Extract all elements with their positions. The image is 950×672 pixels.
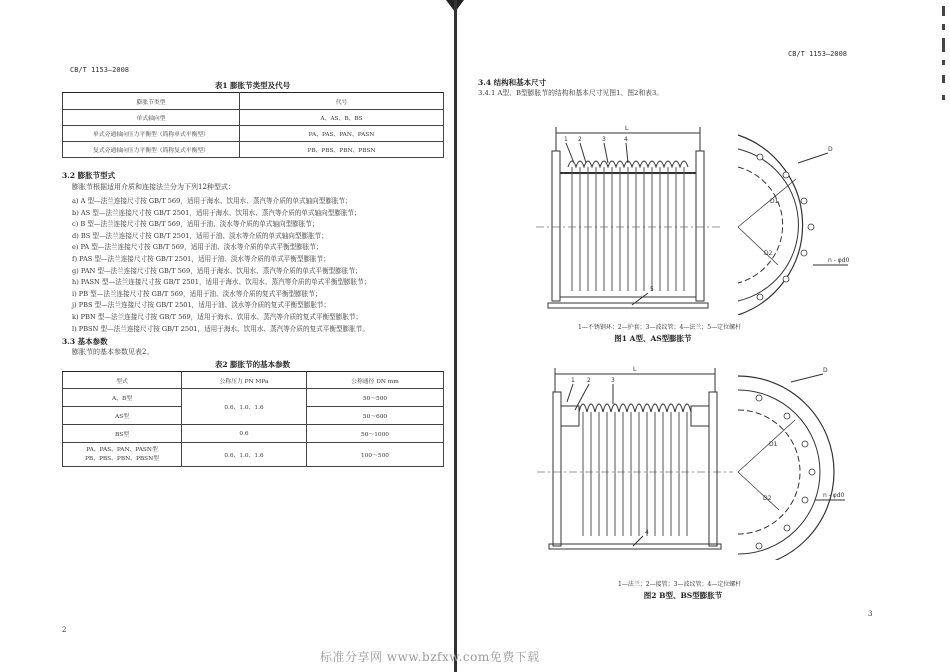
table-row	[63, 126, 444, 142]
watermark: 标准分享网 www.bzfxw.com免费下载	[320, 650, 540, 664]
left-page	[0, 0, 455, 672]
table1-header-type: 膨胀节类型	[63, 93, 240, 110]
list-item: k) PBN 型—法兰连接尺寸按 GB/T 569，适用于海水、饮用水、蒸汽等介质的复式平衡型膨胀节；	[72, 313, 363, 321]
fig1-callout-1: 1	[564, 136, 568, 143]
fig2-callout-4: 4	[645, 529, 649, 536]
table2-cell-type: PA、PAS、PAN、PASN型 PB、PBS、PBN、PBSN型	[63, 443, 182, 467]
table1-cell-type: 单式轴向型	[63, 110, 240, 126]
fig1-dim-D2: D2	[764, 250, 773, 257]
table2-cell-dn: 50～600	[307, 407, 444, 425]
figure2-legend: 1—法兰；2—接管；3—波纹管；4—定位螺杆	[618, 581, 742, 588]
table2-cell-dn: 50～1000	[307, 425, 444, 443]
fig1-dim-L: L	[625, 125, 629, 132]
section-3-3-title: 3.3 基本参数	[62, 337, 108, 346]
figure2-drawing	[533, 360, 913, 560]
page-edge-marks	[938, 0, 950, 672]
section-3-3-intro: 膨胀节的基本参数见表2。	[72, 348, 154, 356]
table2-cell-dn: 50～500	[307, 389, 444, 407]
list-item: e) PA 型—法兰连接尺寸按 GB/T 569，适用于油、淡水等介质的单式平衡型膨胀节；	[72, 243, 323, 252]
right-page-number: 3	[868, 610, 873, 618]
figure2-caption: 图2 B型、BS型膨胀节	[643, 591, 723, 600]
list-item: j) PBS 型—法兰连接尺寸按 GB/T 2501，适用于油、淡水等介质的复式平衡型膨胀节；	[72, 301, 331, 310]
table2-cell-pn: 0.6、1.0、1.6	[182, 389, 307, 425]
list-item: l) PBSN 型—法兰连接尺寸按 GB/T 2501，适用于海水、饮用水、蒸汽等介质的复式平衡型膨胀节。	[72, 324, 369, 333]
fig1-callout-4: 4	[624, 136, 628, 143]
table1-cell-code: PA、PAS、PAN、PASN	[240, 126, 444, 142]
list-item: a) A 型—法兰连接尺寸按 GB/T 569，适用于海水、饮用水、蒸汽等介质的单式轴向型膨胀节；	[72, 197, 352, 205]
table2-cell-type: AS型	[63, 407, 182, 425]
list-item: i) PB 型—法兰连接尺寸按 GB/T 569，适用于油、淡水等介质的复式平衡型膨胀节；	[72, 289, 322, 298]
table1-caption: 表1 膨胀节类型及代号	[214, 81, 291, 90]
list-item: f) PAS 型—法兰连接尺寸按 GB/T 2501，适用于油、淡水等介质的单式平衡型膨胀节；	[72, 255, 330, 263]
section-3-4-1-text: 3.4.1 A型、B型膨胀节的结构和基本尺寸见图1、图2和表3。	[478, 89, 664, 97]
table2-header-dn: 公称通径 DN mm	[307, 372, 444, 389]
table-row	[63, 425, 444, 443]
table-row	[63, 389, 444, 407]
section-3-2-intro: 膨胀节根据适用介质和连接法兰分为下列12种型式：	[72, 183, 235, 191]
table2-cell-type: A、B型	[63, 389, 182, 407]
fig1-callout-5: 5	[650, 286, 654, 293]
table2-header-type: 型式	[63, 372, 182, 389]
table1-cell-type: 复式旁通轴向压力平衡型（简称复式平衡型）	[63, 142, 240, 158]
left-page-header: CB/T 1153—2008	[70, 66, 130, 74]
left-page-number: 2	[62, 626, 67, 634]
fig1-dim-bolt-holes: n - φd0	[828, 257, 850, 264]
section-3-2-title: 3.2 膨胀节型式	[62, 171, 116, 180]
list-item: d) BS 型—法兰连接尺寸按 GB/T 2501，适用于油、淡水等介质的单式轴向型膨胀节；	[72, 231, 328, 240]
table1	[62, 92, 444, 158]
table2-cell-pn: 0.6	[182, 425, 307, 443]
list-item: h) PASN 型—法兰连接尺寸按 GB/T 2501，适用于海水、饮用水、蒸汽等介质的单式平衡型膨胀节；	[72, 278, 371, 287]
section-3-4-title: 3.4 结构和基本尺寸	[478, 78, 547, 87]
table2-cell-dn: 100～500	[307, 443, 444, 467]
fig1-callout-2: 2	[578, 136, 582, 143]
fig1-dim-D: D	[828, 146, 833, 153]
figure1-caption: 图1 A型、AS型膨胀节	[614, 334, 692, 343]
fig1-callout-3: 3	[602, 136, 606, 143]
list-item: g) PAN 型—法兰连接尺寸按 GB/T 569，适用于海水、饮用水、蒸汽等介质的单式平衡型膨胀节；	[72, 266, 362, 275]
table1-cell-code: PB、PBS、PBN、PBSN	[240, 142, 444, 158]
fig2-callout-2: 2	[587, 377, 591, 384]
fig2-callout-1: 1	[571, 377, 575, 384]
fig2-dim-D1: D1	[769, 441, 778, 448]
table1-cell-code: A、AS、B、BS	[240, 110, 444, 126]
table2-header-pn: 公称压力 PN MPa	[182, 372, 307, 389]
list-item: c) B 型—法兰连接尺寸按 GB/T 569，适用于油、淡水等介质的单式轴向型膨胀节；	[72, 220, 319, 229]
table-row	[63, 443, 444, 467]
table1-cell-type: 单式旁通轴向压力平衡型（简称单式平衡型）	[63, 126, 240, 142]
table2-caption: 表2 膨胀节的基本参数	[214, 360, 291, 369]
table1-header-code: 代号	[240, 93, 444, 110]
table-row	[63, 110, 444, 126]
fig2-callout-3: 3	[611, 377, 615, 384]
right-page-header: CB/T 1153—2008	[788, 50, 848, 58]
table2-cell-type: BS型	[63, 425, 182, 443]
fig2-dim-bolt-holes: n - φd0	[823, 492, 845, 499]
table-row	[63, 142, 444, 158]
figure1-legend: 1—不锈钢环；2—护套；3—波纹管；4—法兰；5—定位螺杆	[578, 324, 742, 331]
list-item: b) AS 型—法兰连接尺寸按 GB/T 2501，适用于海水、饮用水、蒸汽等介质的单式轴向型膨胀节；	[72, 208, 361, 217]
figure1-drawing	[528, 115, 908, 315]
fig2-dim-L: L	[633, 366, 637, 373]
right-page	[458, 0, 950, 672]
table2	[62, 371, 444, 467]
table2-cell-pn: 0.6、1.0、1.6	[182, 443, 307, 467]
fig2-dim-D: D	[823, 367, 828, 374]
fig1-dim-D1: D1	[770, 198, 779, 205]
fig2-dim-D2: D2	[763, 495, 772, 502]
